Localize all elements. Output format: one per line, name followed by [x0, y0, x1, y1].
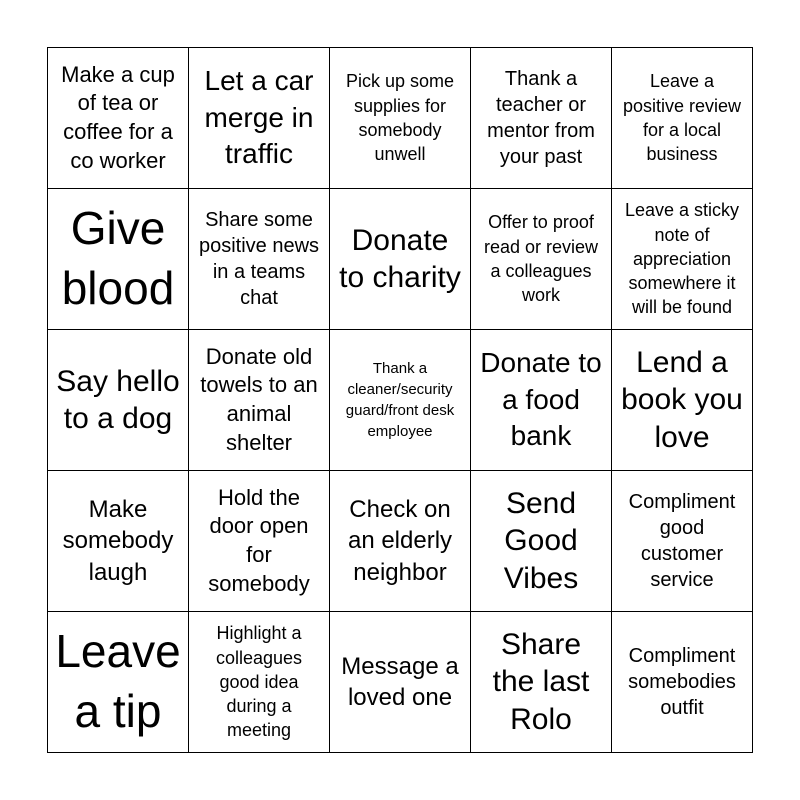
- bingo-cell[interactable]: [471, 330, 612, 471]
- cell-text: Make somebody laugh: [62, 496, 174, 586]
- cell-text: Share the last Rolo: [492, 627, 590, 736]
- bingo-cell[interactable]: [48, 471, 189, 612]
- bingo-cell[interactable]: [330, 330, 471, 471]
- bingo-cell[interactable]: [612, 330, 753, 471]
- bingo-cell[interactable]: [612, 189, 753, 330]
- cell-text: Let a car merge in traffic: [204, 65, 314, 170]
- cell-text: Thank a teacher or mentor from your past: [487, 68, 595, 168]
- cell-text: Hold the door open for somebody: [208, 484, 310, 596]
- cell-text: Compliment somebodies outfit: [628, 645, 736, 719]
- cell-text: Leave a tip: [55, 625, 181, 737]
- cell-text: Donate to a food bank: [480, 347, 602, 452]
- bingo-cell[interactable]: [330, 612, 471, 753]
- cell-text: Make a cup of tea or coffee for a co worker: [61, 61, 175, 173]
- bingo-cell[interactable]: [48, 189, 189, 330]
- bingo-board: [47, 47, 753, 753]
- cell-text: Donate to charity: [339, 223, 461, 294]
- bingo-cell[interactable]: [330, 48, 471, 189]
- cell-text: Donate old towels to an animal shelter: [200, 343, 318, 455]
- bingo-cell[interactable]: [189, 330, 330, 471]
- bingo-cell[interactable]: [471, 612, 612, 753]
- cell-text: Send Good Vibes: [503, 486, 579, 595]
- cell-text: Share some positive news in a teams chat: [198, 209, 320, 309]
- cell-text: Highlight a colleagues good idea during a meeting: [215, 623, 303, 741]
- cell-text: Lend a book you love: [621, 345, 743, 454]
- bingo-cell[interactable]: [189, 612, 330, 753]
- cell-text: Leave a positive review for a local business: [622, 71, 742, 165]
- cell-text: Message a loved one: [341, 652, 459, 711]
- cell-text: Offer to proof read or review a colleagues work: [483, 212, 599, 306]
- bingo-cell[interactable]: [48, 48, 189, 189]
- bingo-cell[interactable]: [48, 612, 189, 753]
- bingo-cell[interactable]: [330, 189, 471, 330]
- cell-text: Pick up some supplies for somebody unwell: [345, 71, 455, 165]
- bingo-cell[interactable]: [48, 330, 189, 471]
- cell-text: Thank a cleaner/security guard/front desk employee: [345, 360, 455, 440]
- cell-text: Leave a sticky note of appreciation somewhere it will be found: [624, 200, 740, 318]
- cell-text: Compliment good customer service: [628, 491, 736, 591]
- cell-text: Give blood: [61, 202, 175, 314]
- bingo-cell[interactable]: [612, 612, 753, 753]
- bingo-cell[interactable]: [189, 189, 330, 330]
- bingo-cell[interactable]: [330, 471, 471, 612]
- bingo-cell[interactable]: [189, 471, 330, 612]
- bingo-cell[interactable]: [471, 471, 612, 612]
- bingo-cell[interactable]: [471, 48, 612, 189]
- cell-text: Say hello to a dog: [56, 364, 180, 435]
- bingo-cell[interactable]: [471, 189, 612, 330]
- bingo-cell[interactable]: [612, 48, 753, 189]
- bingo-cell[interactable]: [612, 471, 753, 612]
- cell-text: Check on an elderly neighbor: [347, 496, 453, 586]
- bingo-cell[interactable]: [189, 48, 330, 189]
